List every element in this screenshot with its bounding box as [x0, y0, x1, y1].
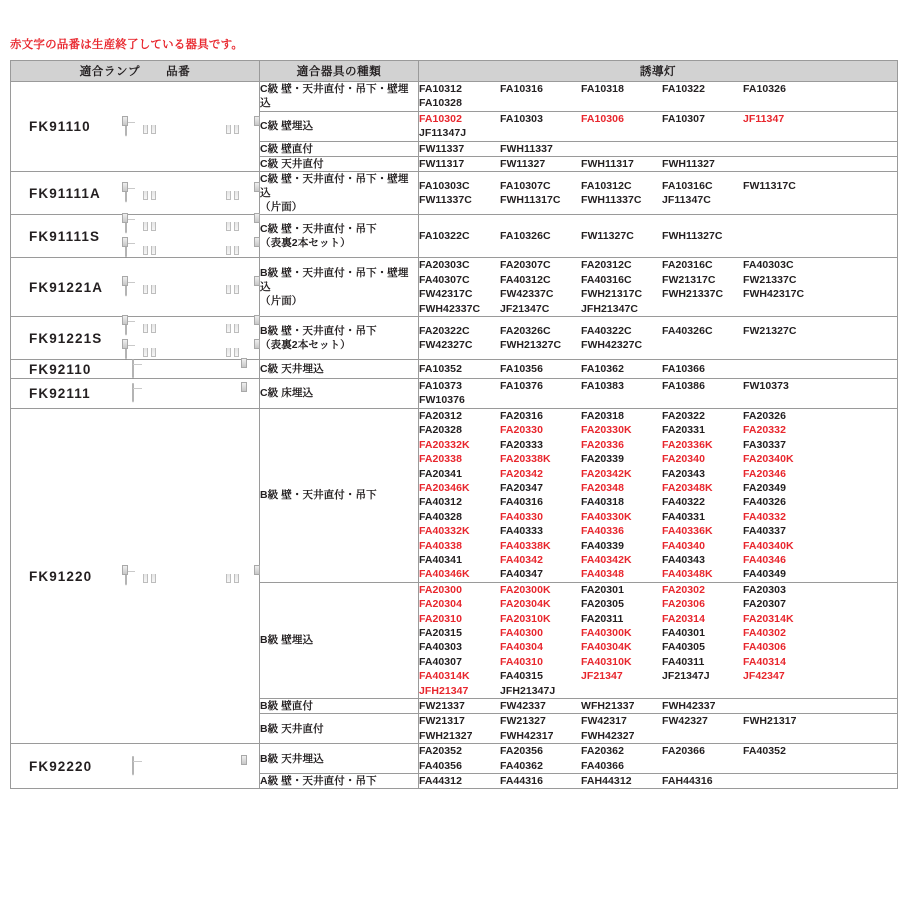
- part-number-discontinued: FA40340: [662, 539, 705, 552]
- part-number: FWH21317C: [581, 288, 643, 301]
- lamp-cell-fk91110: [11, 82, 260, 172]
- part-number: FWH21327C: [500, 339, 562, 352]
- part-number: FW21317C: [662, 273, 716, 286]
- part-number: FA40352: [743, 745, 786, 758]
- table-head: [11, 61, 898, 82]
- part-number: FA40349: [743, 568, 786, 581]
- table-row: [11, 172, 898, 215]
- fixture-illustration: [125, 118, 257, 136]
- part-number: FA40315: [500, 670, 543, 683]
- lamp-image-group: [125, 215, 265, 257]
- part-number: FA20326C: [500, 324, 551, 337]
- lamp-image-group: [125, 278, 265, 296]
- part-number-cell: [419, 215, 898, 258]
- part-number: FW21317: [419, 715, 465, 728]
- part-number: FW21327C: [743, 324, 797, 337]
- part-number: FA20341: [419, 467, 462, 480]
- part-number: FA10376: [500, 380, 543, 393]
- fixture-illustration: [125, 317, 257, 335]
- fixture-kind-label: B級 壁・天井直付・吊下・壁埋込: [260, 267, 409, 294]
- part-number: FWH42337C: [419, 302, 481, 315]
- part-number: FW10373: [743, 380, 789, 393]
- part-number: FA20347: [500, 481, 543, 494]
- fixture-kind-cell: [260, 744, 419, 774]
- part-number: FA40356: [419, 759, 462, 772]
- part-number-discontinued: FA20314K: [743, 612, 794, 625]
- part-number: FWH42317: [500, 729, 554, 742]
- part-number: FW42327C: [419, 339, 473, 352]
- part-number: FW21327: [500, 715, 546, 728]
- part-number-discontinued: FA40332: [743, 510, 786, 523]
- fixture-illustration: [125, 239, 257, 257]
- part-number-discontinued: FA40300K: [581, 626, 632, 639]
- part-number: FA10366: [662, 362, 705, 375]
- lamp-model-code: FK91221S: [29, 330, 103, 346]
- fixture-kind-sublabel: （片面）: [260, 201, 303, 214]
- part-number-cell: [419, 141, 898, 156]
- part-number: FA40326: [743, 496, 786, 509]
- part-number: FW21337: [419, 700, 465, 712]
- part-number: FA40307: [419, 655, 462, 668]
- part-number: FA44312: [419, 775, 462, 788]
- part-number: JF11347C: [662, 194, 711, 207]
- part-number-cell: [419, 360, 898, 379]
- part-number-discontinued: FA20340K: [743, 453, 794, 466]
- lamp-model-code: FK91221A: [29, 279, 104, 295]
- part-number: FA10303C: [419, 180, 470, 193]
- table-row: [11, 258, 898, 317]
- fixture-illustration: [125, 184, 257, 202]
- fixture-kind-cell: [260, 408, 419, 582]
- part-number: FA40307C: [419, 273, 470, 286]
- part-number: FA40301: [662, 626, 705, 639]
- fixture-kind-cell: [260, 714, 419, 744]
- lamp-cell-fk91220: [11, 408, 260, 743]
- part-number: FA10307: [662, 112, 705, 125]
- part-number-discontinued: FA20338K: [500, 453, 551, 466]
- part-number-discontinued: FA40342K: [581, 553, 632, 566]
- header-guide-light: 誘導灯: [419, 61, 898, 82]
- lamp-cell-fk91111a: [11, 172, 260, 215]
- part-number-discontinued: FA40346K: [419, 568, 470, 581]
- part-number: FA40326C: [662, 324, 713, 337]
- fixture-kind-cell: [260, 379, 419, 409]
- part-number: FA20333: [500, 438, 543, 451]
- fixture-illustration: [125, 278, 257, 296]
- discontinued-note: 赤文字の品番は生産終了している器具です。: [10, 39, 244, 51]
- part-number: FA20331: [662, 424, 705, 437]
- part-number-discontinued: FA20336K: [662, 438, 713, 451]
- part-number: FA40318: [581, 496, 624, 509]
- fixture-kind-cell: [260, 774, 419, 789]
- part-number: FA30337: [743, 438, 786, 451]
- part-number: FW11327C: [581, 230, 634, 243]
- part-number: FA10316: [500, 83, 543, 95]
- table-row: [11, 408, 898, 582]
- part-number-cell: [419, 774, 898, 789]
- part-number: FA10322: [662, 83, 705, 95]
- lamp-image-group: [125, 317, 265, 359]
- part-number: FA10326: [743, 83, 786, 95]
- part-number-discontinued: FA40338: [419, 539, 462, 552]
- part-number-discontinued: FA20300K: [500, 583, 551, 596]
- fixture-kind-cell: [260, 141, 419, 156]
- part-number: FWH42327: [581, 729, 635, 742]
- part-number: JF21347J: [662, 670, 710, 683]
- part-number-discontinued: FA40306: [743, 641, 786, 654]
- lamp-image-group: [125, 384, 259, 402]
- part-number: FW42337C: [500, 288, 554, 301]
- part-number: FWH11337: [500, 142, 553, 155]
- part-number: FWH11317C: [500, 194, 561, 207]
- part-number: FA10318: [581, 83, 624, 95]
- part-number: FA20322: [662, 409, 705, 422]
- part-number: FW10376: [419, 394, 465, 407]
- table-row: [11, 215, 898, 258]
- fixture-kind-cell: [260, 699, 419, 714]
- part-number-discontinued: FA40300: [500, 626, 543, 639]
- table-row: [11, 744, 898, 774]
- part-number-discontinued: FA20310K: [500, 612, 551, 625]
- part-number: FW42327: [662, 715, 708, 728]
- part-number-discontinued: JFH21347: [419, 684, 469, 697]
- table-body: [11, 82, 898, 789]
- fixture-kind-label: B級 天井直付: [260, 722, 324, 735]
- part-number: FA20343: [662, 467, 705, 480]
- part-number: FWH21317: [743, 715, 797, 728]
- part-number-discontinued: FA40348: [581, 568, 624, 581]
- table-row: [11, 360, 898, 379]
- fixture-kind-label: C級 天井埋込: [260, 363, 324, 376]
- lamp-model-code: FK92110: [29, 361, 92, 377]
- part-number-cell: [419, 111, 898, 141]
- fixture-kind-cell: [260, 82, 419, 112]
- fixture-illustration: [125, 341, 257, 359]
- part-number: FWH42337: [662, 700, 716, 712]
- lamp-image-group: [125, 757, 259, 775]
- fixture-kind-label: C級 壁・天井直付・吊下・壁埋込: [260, 83, 409, 110]
- fixture-kind-cell: [260, 172, 419, 215]
- part-number: FA10316C: [662, 180, 713, 193]
- part-number-cell: [419, 714, 898, 744]
- part-number-discontinued: FA40310: [500, 655, 543, 668]
- fixture-kind-cell: [260, 582, 419, 698]
- part-number-discontinued: FA20346K: [419, 481, 470, 494]
- fixture-illustration: [132, 757, 244, 775]
- table-row: [11, 379, 898, 409]
- fixture-illustration: [132, 384, 244, 402]
- part-number: FA20339: [581, 453, 624, 466]
- part-number: FAH44312: [581, 775, 632, 788]
- part-number: FA40303C: [743, 259, 794, 272]
- part-number: FA20322C: [419, 324, 470, 337]
- part-number: FA40339: [581, 539, 624, 552]
- part-number-cell: [419, 82, 898, 112]
- part-number: FA10386: [662, 380, 705, 393]
- fixture-kind-label: A級 壁・天井直付・吊下: [260, 775, 377, 788]
- table-row: [11, 82, 898, 112]
- part-number: FA10307C: [500, 180, 551, 193]
- lamp-model-code: FK91110: [29, 119, 91, 135]
- part-number-discontinued: FA40304: [500, 641, 543, 654]
- part-number-discontinued: FA40342: [500, 553, 543, 566]
- part-number: FA10373: [419, 380, 462, 393]
- part-number: FA20362: [581, 745, 624, 758]
- part-number-cell: [419, 172, 898, 215]
- part-number: FW11317C: [743, 180, 796, 193]
- table-header-row: [11, 61, 898, 82]
- part-number: FA40312: [419, 496, 462, 509]
- part-number-discontinued: FA20342K: [581, 467, 632, 480]
- part-number-cell: [419, 408, 898, 582]
- part-number: FA10326C: [500, 230, 551, 243]
- part-number: FA10312: [419, 83, 462, 95]
- part-number: FA20328: [419, 424, 462, 437]
- lamp-model-code: FK91220: [29, 568, 93, 584]
- part-number: FW42337: [500, 700, 546, 712]
- fixture-kind-label: B級 壁直付: [260, 700, 314, 713]
- part-number-discontinued: FA40330: [500, 510, 543, 523]
- part-number: FA10312C: [581, 180, 632, 193]
- part-number-discontinued: FA40304K: [581, 641, 632, 654]
- lamp-model-code: FK91111A: [29, 185, 101, 201]
- part-number: FW11337C: [419, 194, 472, 207]
- fixture-kind-label: C級 壁埋込: [260, 120, 314, 133]
- part-number-discontinued: FA20330: [500, 424, 543, 437]
- fixture-illustration: [132, 360, 244, 378]
- part-number-discontinued: JF21347: [581, 670, 623, 683]
- part-number: FA20303C: [419, 259, 470, 272]
- lamp-image-group: [125, 118, 265, 136]
- part-number: FA10356: [500, 362, 543, 375]
- part-number: FA20349: [743, 481, 786, 494]
- lamp-cell-fk91221a: [11, 258, 260, 317]
- part-number: FA40341: [419, 553, 462, 566]
- fixture-kind-sublabel: （表裏2本セット）: [260, 237, 351, 250]
- lamp-cell-fk91111s: [11, 215, 260, 258]
- part-number-discontinued: FA20340: [662, 453, 705, 466]
- part-number: FW11327: [500, 158, 546, 171]
- part-number: FWH11317: [581, 158, 634, 171]
- part-number: FA20326: [743, 409, 786, 422]
- part-number: FA20316: [500, 409, 543, 422]
- part-number: FA10352: [419, 362, 462, 375]
- lamp-image-group: [125, 360, 259, 378]
- part-number: FW42317C: [419, 288, 473, 301]
- part-number-discontinued: FA40332K: [419, 525, 470, 538]
- part-number: FA10383: [581, 380, 624, 393]
- part-number: FA20316C: [662, 259, 713, 272]
- part-number-discontinued: FA20342: [500, 467, 543, 480]
- part-number: FA40331: [662, 510, 705, 523]
- part-number: FA10328: [419, 97, 462, 110]
- fixture-kind-label: B級 壁埋込: [260, 634, 314, 647]
- part-number: FW11337: [419, 142, 465, 155]
- part-number: FW21337C: [743, 273, 797, 286]
- lamp-image-group: [125, 184, 265, 202]
- fixture-kind-cell: [260, 360, 419, 379]
- lamp-model-code: FK92111: [29, 385, 91, 401]
- part-number: JF21347C: [500, 302, 550, 315]
- fixture-illustration: [125, 567, 257, 585]
- part-number: FA40322C: [581, 324, 632, 337]
- fixture-kind-label: B級 天井埋込: [260, 752, 324, 765]
- part-number-cell: [419, 258, 898, 317]
- fixture-kind-sublabel: （表裏2本セット）: [260, 339, 351, 352]
- part-number-cell: [419, 744, 898, 774]
- fixture-kind-label: C級 壁直付: [260, 142, 314, 155]
- part-number-discontinued: FA40336: [581, 525, 624, 538]
- part-number-discontinued: FA20306: [662, 598, 705, 611]
- part-number: FA10362: [581, 362, 624, 375]
- header-fixture-kind: 適合器具の種類: [260, 61, 419, 82]
- part-number: FA40362: [500, 759, 543, 772]
- part-number-discontinued: FA20330K: [581, 424, 632, 437]
- part-number: FA40322: [662, 496, 705, 509]
- part-number: FWH42327C: [581, 339, 643, 352]
- part-number: FA40337: [743, 525, 786, 538]
- header-lamp-label: 適合ランプ: [79, 66, 141, 78]
- part-number-cell: [419, 582, 898, 698]
- fixture-kind-label: C級 床埋込: [260, 387, 314, 400]
- fixture-kind-label: C級 壁・天井直付・吊下: [260, 223, 377, 236]
- table-row: [11, 317, 898, 360]
- part-number: FA40333: [500, 525, 543, 538]
- part-number: FA40311: [662, 655, 705, 668]
- part-number: FA20312: [419, 409, 462, 422]
- part-number-discontinued: FA10306: [581, 112, 624, 125]
- part-number: FA20303: [743, 583, 786, 596]
- part-number: FA40343: [662, 553, 705, 566]
- lamp-cell-fk92110: [11, 360, 260, 379]
- header-partno-label: 品番: [166, 66, 191, 78]
- part-number: FA20352: [419, 745, 462, 758]
- part-number-discontinued: JF11347: [743, 112, 785, 125]
- part-number: FA20318: [581, 409, 624, 422]
- part-number: FA20307: [743, 598, 786, 611]
- lamp-cell-fk91221s: [11, 317, 260, 360]
- part-number-cell: [419, 317, 898, 360]
- fixture-kind-cell: [260, 157, 419, 172]
- fixture-kind-label: C級 天井直付: [260, 158, 324, 171]
- lamp-cell-fk92220: [11, 744, 260, 789]
- part-number: FA20305: [581, 598, 624, 611]
- part-number-discontinued: FA20332: [743, 424, 786, 437]
- part-number: FA40316C: [581, 273, 632, 286]
- part-number: FWH11327C: [662, 230, 723, 243]
- part-number-discontinued: FA40314K: [419, 670, 470, 683]
- part-number-discontinued: FA40348K: [662, 568, 713, 581]
- lamp-model-code: FK92220: [29, 758, 93, 774]
- part-number-discontinued: FA20332K: [419, 438, 470, 451]
- part-number: JF11347J: [419, 127, 467, 140]
- part-number-discontinued: FA40302: [743, 626, 786, 639]
- fixture-illustration: [125, 215, 257, 233]
- part-number: FWH11337C: [581, 194, 642, 207]
- part-number: FWH11327: [662, 158, 715, 171]
- part-number-discontinued: FA20338: [419, 453, 462, 466]
- part-number: FAH44316: [662, 775, 713, 788]
- part-number: FA20301: [581, 583, 624, 596]
- part-number-discontinued: FA20348K: [662, 481, 713, 494]
- part-number: FA40305: [662, 641, 705, 654]
- part-number: FA40328: [419, 510, 462, 523]
- part-number-discontinued: FA20300: [419, 583, 462, 596]
- part-number: FA20366: [662, 745, 705, 758]
- part-number-discontinued: FA40340K: [743, 539, 794, 552]
- lamp-model-code: FK91111S: [29, 228, 101, 244]
- part-number: FA20312C: [581, 259, 632, 272]
- fixture-kind-label: B級 壁・天井直付・吊下: [260, 489, 377, 502]
- part-number-discontinued: FA20310: [419, 612, 462, 625]
- part-number-discontinued: FA40336K: [662, 525, 713, 538]
- part-number-discontinued: FA40338K: [500, 539, 551, 552]
- part-number-cell: [419, 379, 898, 409]
- fixture-kind-label: B級 壁・天井直付・吊下: [260, 325, 377, 338]
- part-number-cell: [419, 157, 898, 172]
- part-number: FWH42317C: [743, 288, 805, 301]
- part-number-discontinued: FA20314: [662, 612, 705, 625]
- part-number: FA44316: [500, 775, 543, 788]
- part-number-discontinued: FA20348: [581, 481, 624, 494]
- part-number: FA40347: [500, 568, 543, 581]
- part-number: FA20315: [419, 626, 462, 639]
- part-number: FW42317: [581, 715, 627, 728]
- part-number: FWH21327: [419, 729, 473, 742]
- part-number-discontinued: FA20302: [662, 583, 705, 596]
- part-number: FA40312C: [500, 273, 551, 286]
- part-number: FA20311: [581, 612, 624, 625]
- part-number-discontinued: FA10302: [419, 112, 462, 125]
- part-number: FA40303: [419, 641, 462, 654]
- fixture-kind-cell: [260, 258, 419, 317]
- part-number: FA40316: [500, 496, 543, 509]
- part-number: FA10322C: [419, 230, 470, 243]
- lamp-image-group: [125, 567, 265, 585]
- fixture-kind-sublabel: （片面）: [260, 295, 303, 308]
- part-number-discontinued: FA40330K: [581, 510, 632, 523]
- part-number: FA20307C: [500, 259, 551, 272]
- part-number: FA20356: [500, 745, 543, 758]
- part-number-discontinued: FA20336: [581, 438, 624, 451]
- part-number: FA10303: [500, 112, 543, 125]
- part-number: FW11317: [419, 158, 465, 171]
- header-lamp: [11, 61, 260, 82]
- fixture-kind-cell: [260, 317, 419, 360]
- part-number-cell: [419, 699, 898, 714]
- part-number-discontinued: FA40346: [743, 553, 786, 566]
- part-number-discontinued: FA40310K: [581, 655, 632, 668]
- part-number-discontinued: JF42347: [743, 670, 785, 683]
- part-number: FA40366: [581, 759, 624, 772]
- part-number-discontinued: FA40314: [743, 655, 786, 668]
- part-number: WFH21337: [581, 700, 635, 712]
- lamp-cell-fk92111: [11, 379, 260, 409]
- fixture-kind-cell: [260, 215, 419, 258]
- fixture-kind-cell: [260, 111, 419, 141]
- part-number-discontinued: FA20304: [419, 598, 462, 611]
- part-number: JFH21347C: [581, 302, 639, 315]
- compatibility-table: [10, 60, 898, 789]
- part-number: JFH21347J: [500, 684, 556, 697]
- part-number: FWH21337C: [662, 288, 724, 301]
- part-number-discontinued: FA20346: [743, 467, 786, 480]
- fixture-kind-label: C級 壁・天井直付・吊下・壁埋込: [260, 173, 409, 200]
- part-number-discontinued: FA20304K: [500, 598, 551, 611]
